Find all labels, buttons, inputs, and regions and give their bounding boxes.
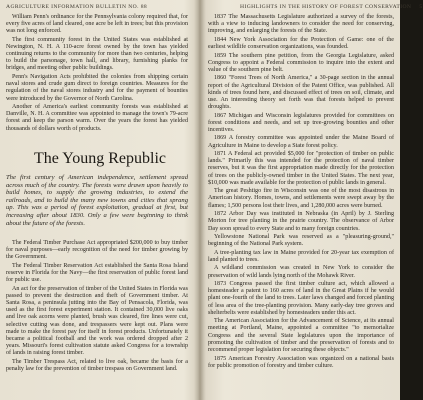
- paragraph: The Federal Timber Reservation Act established the Santa Rosa Island reserve in Florida for the Navy—the first reservation of public forest land for public use.: [6, 262, 188, 284]
- left-bottom-text: [6, 240, 188, 374]
- paragraph: The Federal Timber Purchase Act appropriated $200,000 to buy timber for naval purposes—early recognition of the need for timber growing by the Government.: [6, 240, 188, 261]
- timeline-entry: 1872 Arbor Day was instituted in Nebraska (in April) by J. Sterling Morton for tree planting in the prairie country. The observance of Arbor Day soon spread to every State and to many foreign countries.: [208, 211, 394, 232]
- paragraph: William Penn's ordinance for the Pennsylvania colony required that, for every five acres of land cleared, one acre be left in trees; but this provision was not long enforced.: [6, 14, 188, 35]
- paragraph: The first community forest in the United States was established at Newington, N. H. A 110-acre forest owned by the town has yielded continuing returns to the community for more than two centuries, helping to build the parsonage, town hall, and library, furnishing planks for bridges, and meeting other public buildings.: [6, 36, 188, 72]
- timeline-entry: 1871 A Federal act provided $5,000 for "protection of timber on public lands." Primarily this was intended for the protection of naval timber reserves, but it was the first appropriation made directly for the protection of trees on the publicly-owned timber in the United States. The next year, $10,000 was made available for the protection of public lands in general.: [208, 151, 394, 186]
- timeline-entry: 1873 Congress passed the first timber culture act, which allowed a homesteader a patent to 160 acres of land in the Great Plains if he would plant one-fourth of the land to trees. Later laws changed and forced planting of less area of the tree-planting provision. Many early-day tree groves and shelterbelts were established by homesteaders under this act.: [208, 281, 394, 316]
- right-header-text: HIGHLIGHTS IN THE HISTORY OF FOREST CONSERVATION: [240, 4, 412, 10]
- timeline-entry: The great Peshtigo fire in Wisconsin was one of the most disastrous in American history. Homes, towns, and settlements were swept away by the flames; 1,500 persons lost their lives, and 1,280,000 acres were burned.: [208, 188, 394, 209]
- timeline-entry: The American Association for the Advancement of Science, at its annual meeting at Portland, Maine, appointed a committee "to memorialize Congress and the several State legislatures upon the importance of promoting the cultivation of timber and the preservation of forests and to recommend proper legislation for securing these objects.": [208, 318, 394, 353]
- section-intro: The first century of American independence, settlement spread across much of the country. The forests were drawn upon heavily to build homes, to supply the growing industries, to extend the railroads, and to build the many new towns and cities that sprang up. This was a period of forest exploitation, gradual at first, but increasing after about 1830. Only a few were beginning to think about the future of the forests.: [6, 174, 188, 227]
- timeline-entry: A tree-planting tax law in Maine provided for 20-year tax exemption of land planted to trees.: [208, 249, 394, 263]
- right-page-header: [240, 4, 423, 10]
- left-page-header: AGRICULTURE INFORMATION BULLETIN NO. 88: [6, 4, 148, 10]
- right-page: [204, 0, 423, 400]
- timeline-entries: [208, 14, 394, 371]
- timeline-entry: 1869 A forestry committee was appointed under the Maine Board of Agriculture in Maine to develop a State forest policy.: [208, 135, 394, 149]
- paragraph: An act for the preservation of timber of the United States in Florida was passed to prevent the destruction and theft of Government timber. At Santa Rosa, a peninsula jutting into the Bay of Pensacola, Florida, was used as the first forest experiment station. It contained 30,000 live oaks and live oak acorns were planted, brush was cleared, fire lines were cut, selective cutting was done, and trespassers were kept out. Plans were made to make the forest pay for itself in forest products. Unfortunately it became a political football and the work was ordered dropped after 2 years. Missouri's forest cultivation statute asked Congress for a township of lands in raising forest timber.: [6, 285, 188, 357]
- timeline-entry: 1859 The southern pine petition, from the Georgia Legislature, asked Congress to appoint a Federal commission to inquire into the extent and value of the southern pine belt.: [208, 52, 394, 73]
- page-number: 5: [419, 4, 423, 10]
- left-top-text: [6, 14, 188, 134]
- timeline-entry: 1844 New York Association for the Protection of Game: one of the earliest wildlife conservation organizations, was founded.: [208, 36, 394, 51]
- timeline-entry: A wildland commission was created in New York to consider the preservation of wild lands lying north of the Mohawk River.: [208, 265, 394, 279]
- paragraph: Penn's Navigation Acts prohibited the colonies from shipping certain naval stores and crude gum direct to foreign countries. Measures for the regulation of the naval stores industry and for the payment of bounties were introduced by the Governor of North Carolina.: [6, 74, 188, 102]
- timeline-entry: 1860 "Forest Trees of North America," a 30-page section in the annual report of the Agricultural Division of the Patent Office, was published. All kinds of trees found here, and discussed effect of trees on soil, climate, and use. An interesting theory set forth was that forests helped to prevent droughts.: [208, 75, 394, 111]
- timeline-entry: 1875 American Forestry Association was organized on a national basis for public promotion of forestry and timber culture.: [208, 355, 394, 369]
- timeline-entry: 1837 The Massachusetts Legislature authorized a survey of the forests, with a view to inducing landowners to consider the need for conserving, improving, and enlarging the forests of the State.: [208, 14, 394, 35]
- paragraph: The Timber Trespass Act, related to live oak, became the basis for a penalty law for the prevention of timber trespass on Government land.: [6, 358, 188, 372]
- section-title: The Young Republic: [34, 150, 166, 167]
- timeline-entry: Yellowstone National Park was reserved as a "pleasuring-ground," beginning of the National Park system.: [208, 234, 394, 248]
- left-page: [0, 0, 196, 400]
- paragraph: Another of America's earliest community forests was established at Danville, N. H. A committee was appointed to manage the town's 79-acre forest and keep the parson warm. Over the years the forest has yielded thousands of dollars worth of products.: [6, 104, 188, 132]
- timeline-entry: 1867 Michigan and Wisconsin legislatures provided for committees on forest conditions and needs, and set up tree-growing bounties and other incentives.: [208, 112, 394, 133]
